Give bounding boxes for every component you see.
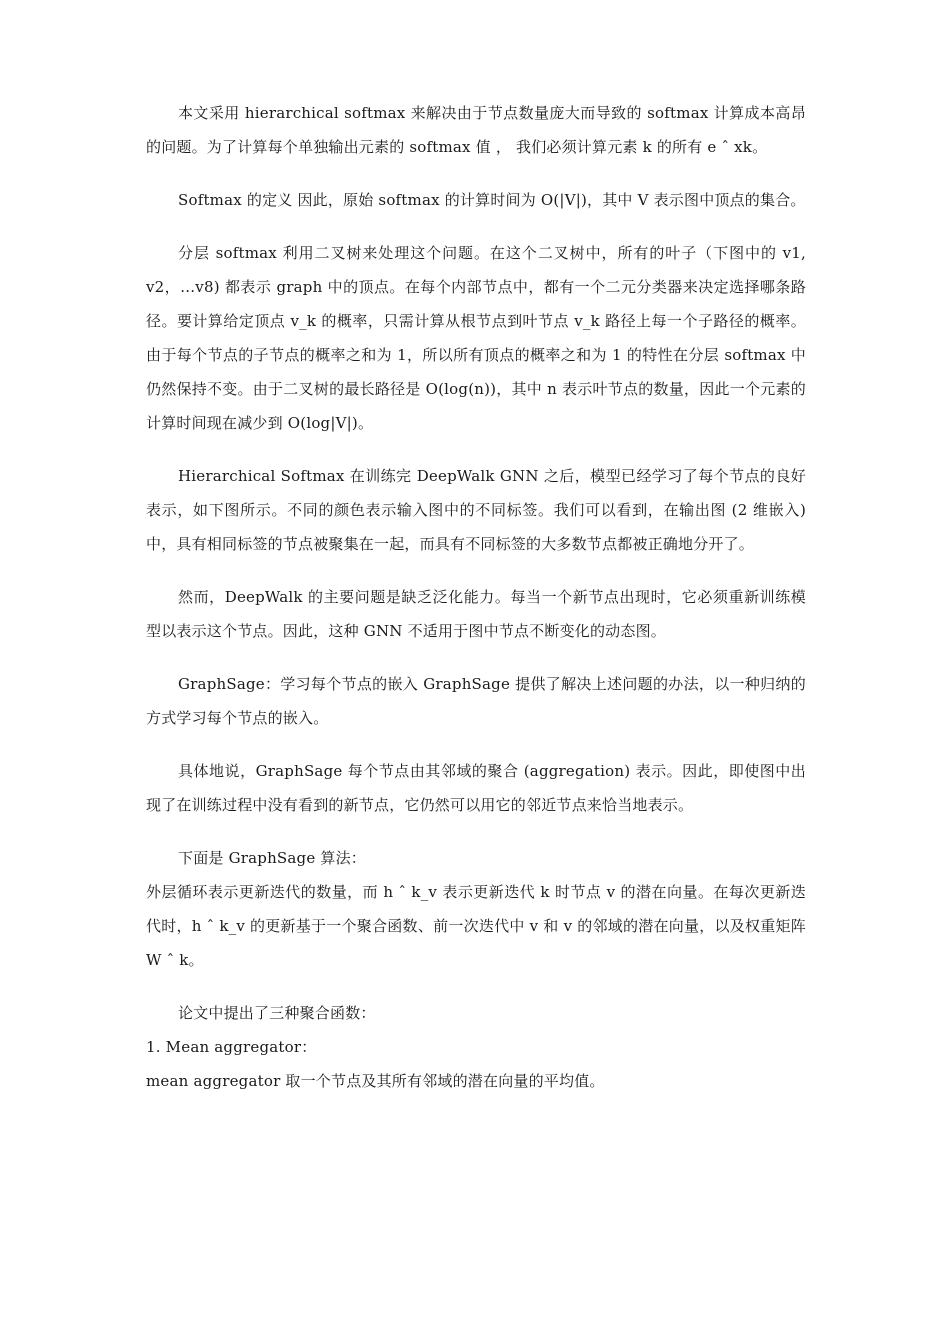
paragraph-deepwalk-result: Hierarchical Softmax 在训练完 DeepWalk GNN 之后，模型已经学习了每个节点的良好表示，如下图所示。不同的颜色表示输入图中的不同标签。我们可以看到，在输出图 (2 维嵌入) 中，具有相同标签的节点被聚集在一起，而具有不同标签的大多数节点都被正确地分开了。 xyxy=(146,467,806,553)
paragraph-outer-loop: 外层循环表示更新迭代的数量，而 h ˆ k_v 表示更新迭代 k 时节点 v 的潜在向量。在每次更新迭代时，h ˆ k_v 的更新基于一个聚合函数、前一次迭代中 v 和 v 的邻域的潜在向量，以及权重矩阵 W ˆ k。 xyxy=(146,883,806,969)
document-body xyxy=(146,96,806,1098)
paragraph-graphsage-algorithm: 下面是 GraphSage 算法： xyxy=(178,849,366,867)
paragraph-graphsage-intro: GraphSage：学习每个节点的嵌入 GraphSage 提供了解决上述问题的办法，以一种归纳的方式学习每个节点的嵌入。 xyxy=(146,675,806,727)
paragraph-mean-aggregator: mean aggregator 取一个节点及其所有邻域的潜在向量的平均值。 xyxy=(146,1072,605,1090)
paragraph-deepwalk-problem: 然而，DeepWalk 的主要问题是缺乏泛化能力。每当一个新节点出现时，它必须重新训练模型以表示这个节点。因此，这种 GNN 不适用于图中节点不断变化的动态图。 xyxy=(146,588,806,640)
paragraph-graphsage-detail: 具体地说，GraphSage 每个节点由其邻域的聚合 (aggregation) 表示。因此，即使图中出现了在训练过程中没有看到的新节点，它仍然可以用它的邻近节点来恰当地表示。 xyxy=(146,762,806,814)
paragraph-binary-tree: 分层 softmax 利用二叉树来处理这个问题。在这个二叉树中，所有的叶子（下图中的 v1, v2，…v8) 都表示 graph 中的顶点。在每个内部节点中，都有一个二元分类器来决定选择哪条路径。要计算给定顶点 v_k 的概率，只需计算从根节点到叶节点 v_k 路径上每一个子路径的概率。由于每个节点的子节点的概率之和为 1，所以所有顶点的概率之和为 1 的特性在分层 softmax 中仍然保持不变。由于二叉树的最长路径是 O(log(n))，其中 n 表示叶节点的数量，因此一个元素的计算时间现在减少到 O(log|V|)。 xyxy=(146,244,806,432)
heading-mean-aggregator: 1. Mean aggregator： xyxy=(146,1038,317,1056)
paragraph-hierarchical-softmax-intro: 本文采用 hierarchical softmax 来解决由于节点数量庞大而导致的 softmax 计算成本高昂的问题。为了计算每个单独输出元素的 softmax 值 ， 我们必须计算元素 k 的所有 e ˆ xk。 xyxy=(146,104,806,156)
paragraph-softmax-definition: Softmax 的定义 因此，原始 softmax 的计算时间为 O(|V|)，其中 V 表示图中顶点的集合。 xyxy=(178,191,806,209)
paragraph-aggregators-intro: 论文中提出了三种聚合函数： xyxy=(178,1004,376,1022)
